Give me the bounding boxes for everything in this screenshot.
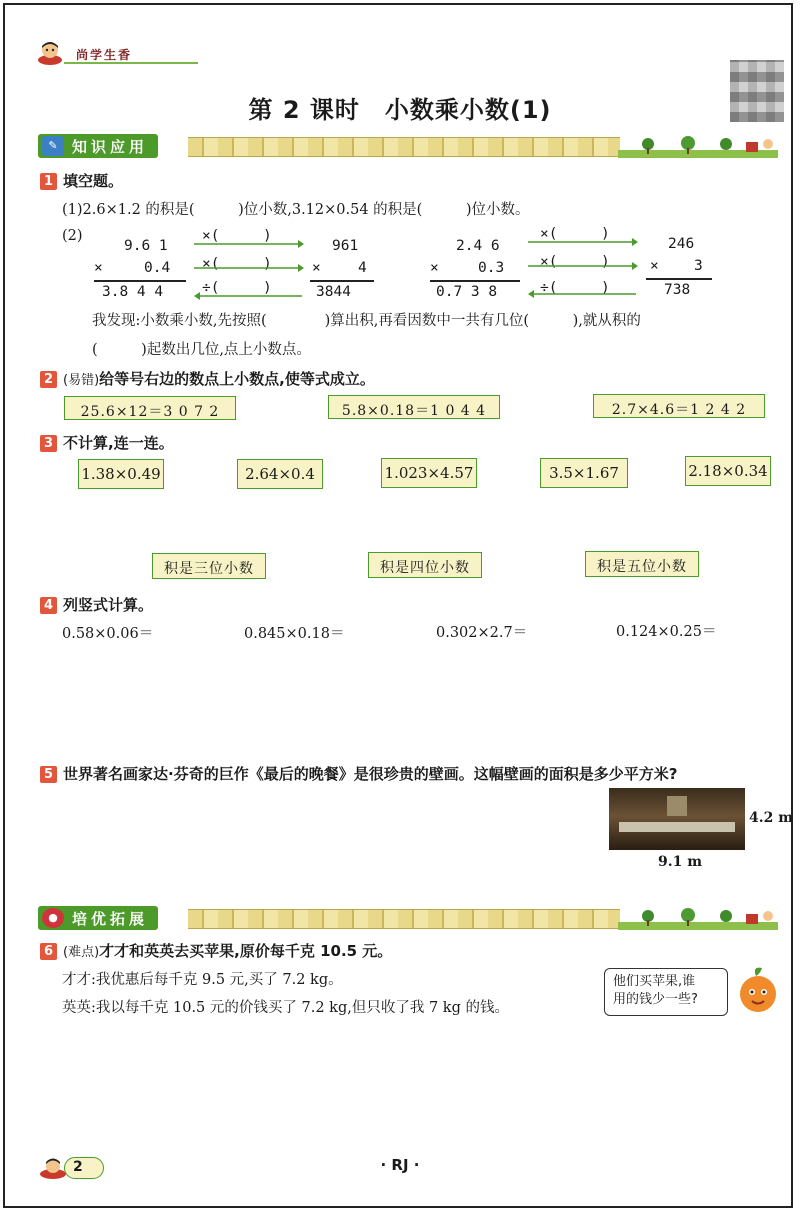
orange-mascot-icon <box>734 964 782 1018</box>
calcA-int-mul-sign: × <box>312 260 321 276</box>
q3-result-1[interactable]: 积是三位小数 <box>152 553 266 579</box>
calcB-int-mul-sign: × <box>650 258 659 274</box>
decor-strip-2 <box>188 909 620 929</box>
q2-heading <box>40 368 375 389</box>
q3-expr-4[interactable]: 3.5×1.67 <box>540 458 628 488</box>
apple-mascot-icon: ● <box>42 908 64 928</box>
q4-item-3: 0.302×2.7＝ <box>436 625 528 641</box>
calcA-int-mul: 4 <box>358 260 367 276</box>
q6-line2: 英英:我以每千克 10.5 元的价钱买了 7.2 kg,但只收了我 7 kg 的钱。 <box>62 1000 509 1016</box>
calcB-top: 2.4 6 <box>456 238 500 254</box>
q5-width-label: 9.1 m <box>658 854 703 870</box>
q4-item-4: 0.124×0.25＝ <box>616 624 717 640</box>
last-supper-painting <box>609 788 745 850</box>
section-extend-label: 培优拓展 <box>38 906 158 930</box>
section-knowledge-banner <box>38 134 790 160</box>
landscape-decor-icon-2 <box>618 906 778 930</box>
q1-part2-label: (2) <box>62 228 83 244</box>
q2-item-2: 5.8×0.18＝1 0 4 4 <box>328 395 500 419</box>
footer-code: · RJ · <box>380 1156 420 1174</box>
calcB-op3: ÷( ) <box>540 280 610 296</box>
q4-item-1: 0.58×0.06＝ <box>62 626 154 642</box>
painting-table <box>619 822 735 832</box>
q4-heading <box>40 594 153 615</box>
q1-part1: (1)2.6×1.2 的积是( )位小数,3.12×0.54 的积是( )位小数。 <box>62 202 530 218</box>
q1-heading <box>40 170 123 191</box>
q1-number: 1 <box>40 173 57 190</box>
calcB-rule <box>430 280 520 282</box>
q3-heading <box>40 432 174 453</box>
bubble-line1: 他们买苹果,谁 <box>613 974 696 989</box>
painting-window <box>667 796 687 816</box>
brand-header <box>36 40 164 66</box>
calcA-int-result: 3844 <box>316 284 351 300</box>
q6-number: 6 <box>40 943 57 960</box>
calcB-op1: ×( ) <box>540 226 610 242</box>
q5-height-label: 4.2 m <box>749 810 794 826</box>
calcB-op2: ×( ) <box>540 254 610 270</box>
q3-result-3[interactable]: 积是五位小数 <box>585 551 699 577</box>
q3-expr-5[interactable]: 2.18×0.34 <box>685 456 771 486</box>
q2-title: 给等号右边的数点上小数点,使等式成立。 <box>99 370 375 388</box>
calcB-int-rule <box>646 278 712 280</box>
calcA-int-rule <box>310 280 374 282</box>
q4-number: 4 <box>40 597 57 614</box>
bubble-line2: 用的钱少一些? <box>613 992 698 1007</box>
q3-expr-1[interactable]: 1.38×0.49 <box>78 459 164 489</box>
mascot-icon <box>36 40 64 66</box>
q2-item-1: 25.6×12＝3 0 7 2 <box>64 396 236 420</box>
q6-tag: (难点) <box>63 945 100 960</box>
landscape-decor-icon <box>618 134 778 158</box>
calcB-int-result: 738 <box>664 282 691 298</box>
calcA-result: 3.8 4 4 <box>102 284 164 300</box>
q6-heading <box>40 940 392 961</box>
calcA-op2: ×( ) <box>202 256 272 272</box>
q3-expr-3[interactable]: 1.023×4.57 <box>381 458 477 488</box>
q4-item-2: 0.845×0.18＝ <box>244 626 345 642</box>
calcA-rule <box>94 280 186 282</box>
calcA-mul-sign: × <box>94 260 103 276</box>
calcB-result: 0.7 3 8 <box>436 284 498 300</box>
q1-discover-line2: ( )起数出几位,点上小数点。 <box>92 342 311 358</box>
decor-strip <box>188 137 620 157</box>
section-knowledge-label: 知识应用 <box>38 134 158 158</box>
q6-line1: 才才:我优惠后每千克 9.5 元,买了 7.2 kg。 <box>62 972 343 988</box>
q3-expr-2[interactable]: 2.64×0.4 <box>237 459 323 489</box>
section-extend-banner <box>38 906 790 932</box>
q4-title: 列竖式计算。 <box>63 596 154 614</box>
brand-text: 尚学生香 <box>76 48 133 62</box>
q2-tag: (易错) <box>63 373 100 388</box>
q3-result-2[interactable]: 积是四位小数 <box>368 552 482 578</box>
q3-number: 3 <box>40 435 57 452</box>
calcA-mul: 0.4 <box>144 260 171 276</box>
calcA-int-top: 961 <box>332 238 359 254</box>
calcA-arrows-icon <box>190 238 306 300</box>
q5-heading <box>40 763 677 784</box>
q6-title: 才才和英英去买苹果,原价每千克 10.5 元。 <box>99 942 393 960</box>
calcA-op3: ÷( ) <box>202 280 272 296</box>
calcB-mul: 0.3 <box>478 260 505 276</box>
book-icon: ✎ <box>42 136 64 156</box>
calcB-arrows-icon <box>524 236 640 298</box>
q3-title: 不计算,连一连。 <box>63 434 174 452</box>
q1-discover-line1: 我发现:小数乘小数,先按照( )算出积,再看因数中一共有几位( ),就从积的 <box>92 313 641 329</box>
q2-item-3: 2.7×4.6＝1 2 4 2 <box>593 394 765 418</box>
page-number: 2 <box>64 1157 104 1179</box>
calcB-int-top: 246 <box>668 236 695 252</box>
calcA-top: 9.6 1 <box>124 238 168 254</box>
calcB-int-mul: 3 <box>694 258 703 274</box>
calcA-op1: ×( ) <box>202 228 272 244</box>
q1-title: 填空题。 <box>63 172 124 190</box>
speech-bubble <box>604 968 728 1016</box>
page-title: 第 2 课时 小数乘小数(1) <box>248 96 552 124</box>
calcB-mul-sign: × <box>430 260 439 276</box>
q5-number: 5 <box>40 766 57 783</box>
q2-number: 2 <box>40 371 57 388</box>
q5-title: 世界著名画家达·芬奇的巨作《最后的晚餐》是很珍贵的壁画。这幅壁画的面积是多少平方米? <box>63 765 678 783</box>
